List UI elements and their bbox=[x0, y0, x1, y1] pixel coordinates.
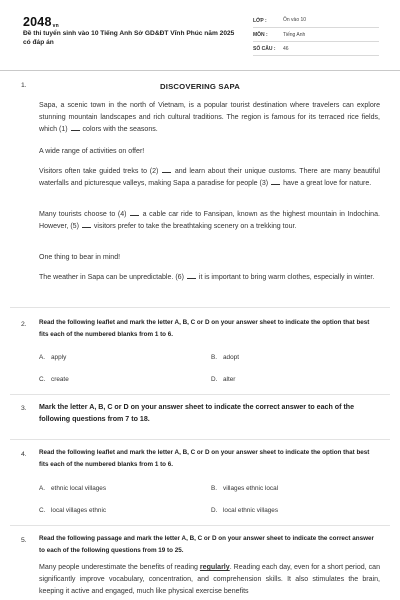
question-divider bbox=[10, 525, 390, 526]
answer-option-d[interactable] bbox=[211, 507, 278, 514]
option-text: create bbox=[51, 376, 69, 383]
passage-text: a cable car ride to Fansipan, known as the highest mountain in Indochina. However, (5) bbox=[39, 211, 380, 230]
meta-label: MÔN : bbox=[253, 32, 268, 38]
passage-paragraph bbox=[39, 272, 380, 284]
question-divider bbox=[10, 307, 390, 308]
meta-row-count bbox=[253, 42, 379, 56]
meta-value: 46 bbox=[283, 46, 289, 52]
answer-blank bbox=[187, 273, 196, 279]
answer-blank bbox=[130, 210, 139, 216]
question-number: 3. bbox=[21, 405, 27, 412]
passage-text: Visitors often take guided treks to (2) bbox=[39, 168, 159, 175]
passage-text: and learn about their unique customs. There are many beautiful waterfalls and picturesque valleys, making Sapa a paradise for people (3) bbox=[39, 168, 380, 187]
option-letter: C. bbox=[39, 376, 46, 383]
option-text: alter bbox=[223, 376, 236, 383]
answer-option-d[interactable] bbox=[211, 376, 235, 383]
answer-blank bbox=[71, 125, 80, 131]
option-text: local ethnic villages bbox=[223, 507, 279, 514]
logo-suffix: vn bbox=[52, 23, 59, 29]
option-letter: B. bbox=[211, 354, 218, 361]
underlined-word: regularly bbox=[199, 564, 230, 571]
option-letter: D. bbox=[211, 507, 218, 514]
passage-text: The weather in Sapa can be unpredictable. (6) bbox=[39, 274, 184, 281]
exam-meta bbox=[253, 14, 379, 56]
meta-value: Ôn vào 10 bbox=[283, 17, 307, 23]
question-heading: Read the following passage and mark the letter A, B, C or D on your answer sheet to indicate the correct answer to each of the following questions from 19 to 25. bbox=[39, 535, 374, 554]
option-letter: A. bbox=[39, 485, 46, 492]
option-letter: D. bbox=[211, 376, 218, 383]
answer-blank bbox=[162, 167, 171, 173]
answer-option-c[interactable] bbox=[39, 376, 69, 383]
option-letter: B. bbox=[211, 485, 218, 492]
passage-text: Many people underestimate the benefits of reading bbox=[39, 564, 198, 571]
passage-paragraph bbox=[39, 562, 380, 597]
option-letter: C. bbox=[39, 507, 46, 514]
passage-paragraph: One thing to bear in mind! bbox=[39, 254, 121, 261]
passage-text: Many tourists choose to (4) bbox=[39, 211, 127, 218]
passage-text: Sapa, a scenic town in the north of Vietnam, is a popular tourist destination where travelers can explore stunning mountain landscapes and rich cultural traditions. The region is famous for its terraced rice fields, which (1) bbox=[39, 102, 380, 133]
question-divider bbox=[10, 394, 390, 395]
passage-paragraph bbox=[39, 100, 380, 135]
question-number: 4. bbox=[21, 451, 27, 458]
passage-title: DISCOVERING SAPA bbox=[160, 82, 240, 91]
exam-title: Đề thi tuyển sinh vào 10 Tiếng Anh Sở GD&ĐT Vĩnh Phúc năm 2025 có đáp án bbox=[23, 30, 235, 47]
passage-text: have a great love for nature. bbox=[283, 179, 372, 187]
exam-content bbox=[0, 71, 400, 600]
option-text: ethnic local villages bbox=[51, 485, 107, 492]
option-text: villages ethnic local bbox=[223, 485, 279, 492]
passage-text: colors with the seasons. bbox=[82, 125, 158, 133]
answer-option-a[interactable] bbox=[39, 354, 66, 361]
meta-row-class bbox=[253, 14, 379, 28]
answer-option-a[interactable] bbox=[39, 485, 106, 492]
answer-blank bbox=[82, 222, 91, 228]
page-header bbox=[0, 0, 400, 70]
question-number: 2. bbox=[21, 321, 27, 328]
question-divider bbox=[10, 439, 390, 440]
meta-label: LỚP : bbox=[253, 18, 267, 24]
option-letter: A. bbox=[39, 354, 46, 361]
meta-value: Tiếng Anh bbox=[283, 32, 306, 38]
question-number: 5. bbox=[21, 537, 27, 544]
question-heading: Mark the letter A, B, C or D on your answer sheet to indicate the correct answer to each of the following questions from 7 to 18. bbox=[39, 403, 355, 423]
site-logo[interactable] bbox=[23, 15, 59, 29]
answer-blank bbox=[271, 179, 280, 185]
passage-text: visitors prefer to take the breathtaking scenery on a trekking tour. bbox=[93, 222, 297, 230]
option-text: adopt bbox=[223, 354, 239, 361]
passage-paragraph bbox=[39, 166, 380, 190]
option-text: local villages ethnic bbox=[51, 507, 107, 514]
option-text: apply bbox=[51, 354, 67, 361]
passage-paragraph bbox=[39, 209, 380, 233]
question-heading: Read the following leaflet and mark the letter A, B, C or D on your answer sheet to indicate the option that best fits each of the numbered blanks from 1 to 6. bbox=[39, 449, 370, 468]
passage-paragraph: A wide range of activities on offer! bbox=[39, 148, 145, 155]
question-number: 1. bbox=[21, 82, 27, 89]
answer-option-b[interactable] bbox=[211, 485, 278, 492]
passage-text: . Reading each day, even for a short period, can significantly improve vocabulary, concentration, and comprehension skills. It also stimulates the brain, keeping it active and engaged, much like physical exercise benefits bbox=[39, 564, 380, 595]
logo-text: 2048 bbox=[23, 15, 52, 29]
answer-option-c[interactable] bbox=[39, 507, 106, 514]
passage-text: it is important to bring warm clothes, especially in winter. bbox=[198, 274, 375, 281]
question-heading: Read the following leaflet and mark the letter A, B, C or D on your answer sheet to indicate the option that best fits each of the numbered blanks from 1 to 6. bbox=[39, 319, 370, 338]
meta-row-subject bbox=[253, 28, 379, 42]
answer-option-b[interactable] bbox=[211, 354, 239, 361]
meta-label: SỐ CÂU : bbox=[253, 46, 276, 52]
